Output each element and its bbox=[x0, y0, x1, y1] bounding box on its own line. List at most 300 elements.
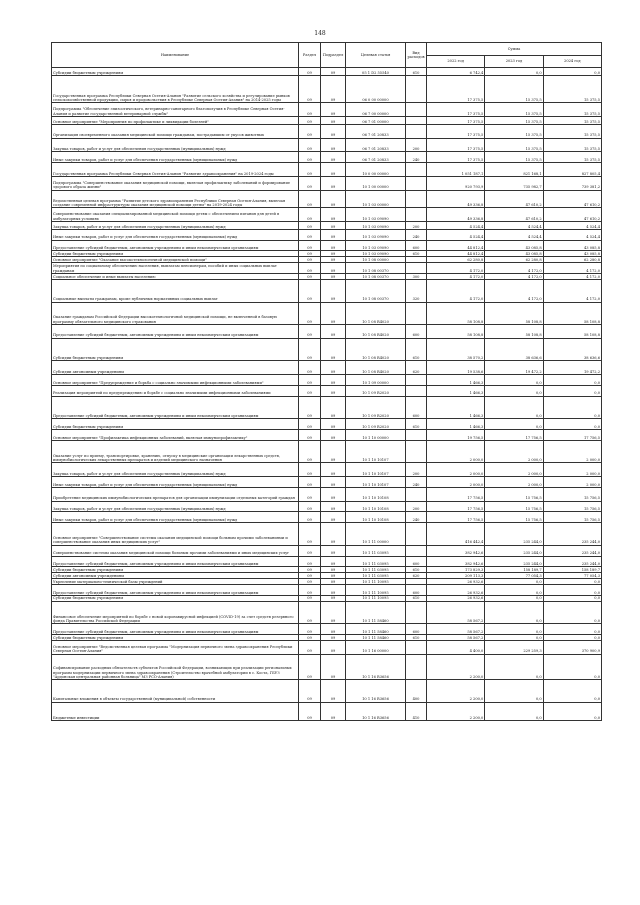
table-row bbox=[52, 640, 602, 654]
row-amount-2022: 38 570,2 bbox=[427, 338, 485, 361]
row-target-article: 10 0 00 00000 bbox=[346, 163, 406, 177]
header-subsection: Подраздел bbox=[321, 43, 346, 68]
row-subsection: 09 bbox=[321, 702, 346, 721]
row-amount-2024: 2 000,0 bbox=[543, 440, 601, 463]
row-amount-2024: 2 000,0 bbox=[543, 463, 601, 477]
row-target-article: 10 1 10 10107 bbox=[346, 440, 406, 463]
row-amount-2022: 209 113,3 bbox=[427, 573, 485, 579]
row-amount-2022: 173 829,3 bbox=[427, 567, 485, 573]
row-name: Основное мероприятие "Совершенствование системы оказания медицинской помощи больным прочими заболеваниями и совершенствование оказания иных медицинских услуг" bbox=[52, 523, 299, 546]
row-target-article: 10 1 11 03095 bbox=[346, 573, 406, 579]
row-amount-2022: 382 942,6 bbox=[427, 556, 485, 567]
table-row bbox=[52, 208, 602, 222]
row-expense-type bbox=[406, 124, 427, 138]
row-name: Основное мероприятие "Предупреждение и борьба с социально значимыми инфекционными заболеваниями" bbox=[52, 375, 299, 386]
row-subsection: 09 bbox=[321, 585, 346, 596]
row-name: Иные закупки товаров, работ и услуг для обеспечения государственных (муниципальных) нужд bbox=[52, 477, 299, 488]
row-amount-2022: 4 524,4 bbox=[427, 229, 485, 240]
row-amount-2022: 58 108,8 bbox=[427, 325, 485, 339]
row-amount-2024: 15 375,5 bbox=[543, 138, 601, 152]
row-name: Закупка товаров, работ и услуг для обеспечения государственных (муниципальных) нужд bbox=[52, 138, 299, 152]
row-name: Финансовое обеспечение мероприятий по борьбе с новой коронавирусной инфекцией (COVID-19) за счет средств резервного фонда Правительства Российской Федерации bbox=[52, 601, 299, 624]
table-row bbox=[52, 385, 602, 396]
row-target-article: 10 1 11 58460 bbox=[346, 624, 406, 635]
row-target-article: 10 1 10 10107 bbox=[346, 463, 406, 477]
row-name: Приобретение медицинских иммунобиологических препаратов для организации иммунизации отдельных категорий граждан bbox=[52, 487, 299, 501]
row-target-article: 10 1 08 00370 bbox=[346, 274, 406, 280]
row-amount-2024: 0,0 bbox=[543, 68, 601, 76]
row-target-article: 10 1 03 09090 bbox=[346, 229, 406, 240]
table-row bbox=[52, 325, 602, 339]
row-target-article: 06 7 01 20833 bbox=[346, 152, 406, 163]
table-row bbox=[52, 375, 602, 386]
row-amount-2024: 0,0 bbox=[543, 385, 601, 396]
row-amount-2023: 43 085,8 bbox=[485, 251, 543, 257]
row-amount-2022: 1 051 187,1 bbox=[427, 163, 485, 177]
row-name: Подпрограмма "Совершенствование оказания медицинской помощи, включая профилактику заболеваний и формирование здорового образа жизни" bbox=[52, 176, 299, 190]
table-row bbox=[52, 361, 602, 375]
row-section: 09 bbox=[299, 680, 321, 703]
row-amount-2022: 6 742,4 bbox=[427, 68, 485, 76]
row-expense-type: 610 bbox=[406, 635, 427, 641]
row-name: Иные закупки товаров, работ и услуг для обеспечения государственных (муниципальных) нужд bbox=[52, 152, 299, 163]
row-name: Мероприятия по социальному обеспечению населения, выплатам пенсионерам, пособий и иных социальных выплат гражданам bbox=[52, 263, 299, 274]
row-amount-2022: 1 466,3 bbox=[427, 419, 485, 430]
row-amount-2024: 47 610,2 bbox=[543, 208, 601, 222]
row-target-article: 06 7 01 20833 bbox=[346, 138, 406, 152]
row-amount-2022: 416 442,4 bbox=[427, 523, 485, 546]
row-amount-2022: 58 567,2 bbox=[427, 601, 485, 624]
row-expense-type: 600 bbox=[406, 240, 427, 251]
row-section: 09 bbox=[299, 163, 321, 177]
row-name: Оказание услуг по приему, транспортировке, хранению, отпуску в медицинские организации лекарственных средств, иммунобиологических лекарственных препаратов и изделий медицинского назначения bbox=[52, 440, 299, 463]
row-amount-2023: 4 172,0 bbox=[485, 263, 543, 274]
row-subsection: 09 bbox=[321, 396, 346, 419]
row-amount-2022: 19 538,6 bbox=[427, 361, 485, 375]
row-amount-2022: 2 200,0 bbox=[427, 654, 485, 680]
row-subsection: 09 bbox=[321, 573, 346, 579]
row-amount-2023: 235 244,0 bbox=[485, 545, 543, 556]
row-section: 09 bbox=[299, 419, 321, 430]
row-amount-2024: 4 524,4 bbox=[543, 222, 601, 230]
row-amount-2024: 58 108,8 bbox=[543, 302, 601, 325]
row-section: 09 bbox=[299, 601, 321, 624]
row-expense-type: 240 bbox=[406, 152, 427, 163]
row-section: 09 bbox=[299, 274, 321, 280]
row-target-article: 10 1 11 03095 bbox=[346, 545, 406, 556]
table-row bbox=[52, 463, 602, 477]
row-amount-2023: 0,0 bbox=[485, 601, 543, 624]
row-amount-2024: 4 172,0 bbox=[543, 279, 601, 302]
row-name: Основное мероприятие "Ведомственная целевая программа "Модернизация первичного звена здравоохранения Республики Северная Осетия-Алания" bbox=[52, 640, 299, 654]
row-section: 09 bbox=[299, 138, 321, 152]
row-subsection: 09 bbox=[321, 567, 346, 573]
table-row bbox=[52, 75, 602, 102]
row-expense-type: 610 bbox=[406, 68, 427, 76]
table-row bbox=[52, 556, 602, 567]
table-row bbox=[52, 279, 602, 302]
row-subsection: 09 bbox=[321, 251, 346, 257]
header-year-2024: 2024 год bbox=[543, 55, 601, 68]
row-name: Субсидии бюджетным учреждениям bbox=[52, 567, 299, 573]
row-amount-2024: 0,0 bbox=[543, 419, 601, 430]
row-subsection: 09 bbox=[321, 208, 346, 222]
row-subsection: 09 bbox=[321, 257, 346, 263]
row-name: Субсидии бюджетным учреждениям bbox=[52, 68, 299, 76]
row-subsection: 09 bbox=[321, 419, 346, 430]
row-section: 09 bbox=[299, 263, 321, 274]
row-name: Субсидии бюджетным учреждениям bbox=[52, 635, 299, 641]
row-amount-2024: 4 172,0 bbox=[543, 263, 601, 274]
row-amount-2024: 43 085,8 bbox=[543, 240, 601, 251]
row-expense-type bbox=[406, 263, 427, 274]
row-amount-2022: 58 108,8 bbox=[427, 302, 485, 325]
row-target-article: 10 1 11 03095 bbox=[346, 567, 406, 573]
row-expense-type: 400 bbox=[406, 680, 427, 703]
row-subsection: 09 bbox=[321, 274, 346, 280]
table-row bbox=[52, 163, 602, 177]
row-section: 09 bbox=[299, 257, 321, 263]
row-amount-2022: 44 812,4 bbox=[427, 251, 485, 257]
row-amount-2023: 4 524,4 bbox=[485, 229, 543, 240]
row-amount-2022: 1 466,3 bbox=[427, 375, 485, 386]
row-expense-type: 600 bbox=[406, 585, 427, 596]
row-amount-2022: 2 000,0 bbox=[427, 440, 485, 463]
row-subsection: 09 bbox=[321, 325, 346, 339]
table-row bbox=[52, 624, 602, 635]
row-target-article: 10 1 00 00000 bbox=[346, 176, 406, 190]
header-sums: Сумма bbox=[427, 43, 602, 56]
row-subsection: 09 bbox=[321, 338, 346, 361]
row-name: Иные закупки товаров, работ и услуг для обеспечения государственных (муниципальных) нужд bbox=[52, 229, 299, 240]
row-subsection: 09 bbox=[321, 579, 346, 585]
row-amount-2023: 15 756,5 bbox=[485, 512, 543, 523]
header-year-2022: 2022 год bbox=[427, 55, 485, 68]
row-name: Софинансирование расходных обязательств субъектов Российской Федерации, возникающих при реализации региональных программ модернизации первичного звена здравоохранения (Строительство врачебной амбулатории в с. Коста, ГБУЗ "Ардонская центральная районная больница" МЗ РСО-Алания) bbox=[52, 654, 299, 680]
row-section: 09 bbox=[299, 595, 321, 601]
table-body bbox=[52, 68, 602, 721]
row-subsection: 09 bbox=[321, 152, 346, 163]
row-name: Закупка товаров, работ и услуг для обеспечения государственных (муниципальных) нужд bbox=[52, 501, 299, 512]
row-amount-2022: 49 336,8 bbox=[427, 208, 485, 222]
row-expense-type: 600 bbox=[406, 624, 427, 635]
row-target-article: 10 1 03 09090 bbox=[346, 222, 406, 230]
table-row bbox=[52, 702, 602, 721]
row-target-article: 10 1 08 00370 bbox=[346, 279, 406, 302]
row-section: 09 bbox=[299, 573, 321, 579]
row-amount-2024: 4 172,0 bbox=[543, 274, 601, 280]
row-target-article: 10 1 08 00370 bbox=[346, 263, 406, 274]
row-name: Укрепление материально-технической базы учреждений bbox=[52, 579, 299, 585]
row-section: 09 bbox=[299, 152, 321, 163]
table-header-row bbox=[52, 43, 602, 56]
row-expense-type bbox=[406, 190, 427, 208]
row-subsection: 09 bbox=[321, 75, 346, 102]
row-name: Капитальные вложения в объекты государственной (муниципальной) собственности bbox=[52, 680, 299, 703]
row-name: Реализация мероприятий по предупреждению и борьбе с социально значимыми инфекционными заболеваниями bbox=[52, 385, 299, 396]
row-name: Предоставление субсидий бюджетным, автономным учреждениям и иным некоммерческим организациям bbox=[52, 624, 299, 635]
row-subsection: 09 bbox=[321, 229, 346, 240]
row-amount-2022: 17 756,5 bbox=[427, 501, 485, 512]
row-subsection: 09 bbox=[321, 601, 346, 624]
row-section: 09 bbox=[299, 463, 321, 477]
row-expense-type bbox=[406, 545, 427, 556]
row-target-article: 10 1 11 10095 bbox=[346, 585, 406, 596]
row-target-article: 10 1 03 09090 bbox=[346, 208, 406, 222]
table-row bbox=[52, 680, 602, 703]
table-row bbox=[52, 117, 602, 125]
row-subsection: 09 bbox=[321, 654, 346, 680]
row-amount-2022: 4 400,0 bbox=[427, 640, 485, 654]
row-target-article: 10 1 03 09090 bbox=[346, 240, 406, 251]
row-expense-type bbox=[406, 487, 427, 501]
row-amount-2023: 0,0 bbox=[485, 419, 543, 430]
table-row bbox=[52, 240, 602, 251]
row-expense-type: 600 bbox=[406, 396, 427, 419]
row-amount-2024: 158 189,7 bbox=[543, 567, 601, 573]
row-name: Субсидии бюджетным учреждениям bbox=[52, 419, 299, 430]
row-amount-2023: 38 636,6 bbox=[485, 338, 543, 361]
row-subsection: 09 bbox=[321, 302, 346, 325]
row-amount-2023: 58 108,8 bbox=[485, 325, 543, 339]
row-expense-type: 610 bbox=[406, 567, 427, 573]
row-amount-2022: 17 375,5 bbox=[427, 124, 485, 138]
table-row bbox=[52, 487, 602, 501]
budget-table bbox=[51, 42, 602, 721]
row-amount-2024: 0,0 bbox=[543, 585, 601, 596]
row-name: Субсидии автономным учреждениям bbox=[52, 573, 299, 579]
row-section: 09 bbox=[299, 68, 321, 76]
table-row bbox=[52, 176, 602, 190]
row-name: Совершенствование системы оказания медицинской помощи больным прочими заболеваниями и иных медицинских услуг bbox=[52, 545, 299, 556]
row-section: 09 bbox=[299, 222, 321, 230]
row-amount-2023: 15 375,5 bbox=[485, 152, 543, 163]
row-subsection: 09 bbox=[321, 385, 346, 396]
row-subsection: 09 bbox=[321, 117, 346, 125]
table-row bbox=[52, 138, 602, 152]
row-amount-2023: 735 982,7 bbox=[485, 176, 543, 190]
row-amount-2024: 15 375,5 bbox=[543, 117, 601, 125]
row-amount-2022: 4 172,0 bbox=[427, 274, 485, 280]
row-name: Организация своевременного оказания медицинской помощи гражданам, пострадавшим от укусов животных bbox=[52, 124, 299, 138]
row-name: Предоставление субсидий бюджетным, автономным учреждениям и иным некоммерческим организациям bbox=[52, 556, 299, 567]
row-section: 09 bbox=[299, 396, 321, 419]
row-expense-type bbox=[406, 440, 427, 463]
row-target-article: 10 1 16 R3656 bbox=[346, 680, 406, 703]
table-row bbox=[52, 124, 602, 138]
row-expense-type bbox=[406, 302, 427, 325]
row-amount-2022: 2 200,0 bbox=[427, 702, 485, 721]
row-section: 09 bbox=[299, 251, 321, 257]
row-subsection: 09 bbox=[321, 279, 346, 302]
row-amount-2022: 1 466,3 bbox=[427, 396, 485, 419]
row-subsection: 09 bbox=[321, 545, 346, 556]
row-name: Предоставление субсидий бюджетным, автономным учреждениям и иным некоммерческим организациям bbox=[52, 325, 299, 339]
row-target-article: 10 1 10 10108 bbox=[346, 487, 406, 501]
row-section: 09 bbox=[299, 103, 321, 117]
row-target-article: 10 1 08 R4020 bbox=[346, 361, 406, 375]
row-expense-type bbox=[406, 601, 427, 624]
row-section: 09 bbox=[299, 229, 321, 240]
header-target-article: Целевая статья bbox=[346, 43, 406, 68]
row-amount-2023: 0,0 bbox=[485, 624, 543, 635]
row-section: 09 bbox=[299, 487, 321, 501]
row-amount-2023: 19 472,2 bbox=[485, 361, 543, 375]
row-amount-2022: 2 000,0 bbox=[427, 463, 485, 477]
row-subsection: 09 bbox=[321, 440, 346, 463]
row-expense-type bbox=[406, 385, 427, 396]
row-subsection: 09 bbox=[321, 430, 346, 441]
row-amount-2024: 38 636,6 bbox=[543, 338, 601, 361]
row-target-article: 10 1 09 00000 bbox=[346, 375, 406, 386]
row-expense-type bbox=[406, 523, 427, 546]
row-amount-2024: 15 756,5 bbox=[543, 512, 601, 523]
row-amount-2024: 0,0 bbox=[543, 579, 601, 585]
row-section: 09 bbox=[299, 430, 321, 441]
row-subsection: 09 bbox=[321, 361, 346, 375]
row-section: 09 bbox=[299, 375, 321, 386]
header-name: Наименование bbox=[52, 43, 299, 68]
row-target-article: 10 1 09 R2020 bbox=[346, 396, 406, 419]
row-section: 09 bbox=[299, 240, 321, 251]
row-name: Ведомственная целевая программа "Развитие детского здравоохранения Республики Северная Осетия-Алания, включая создание современной инфраструктуры оказания медицинской помощи детям" на 2019-2024 годы bbox=[52, 190, 299, 208]
row-amount-2022: 17 756,5 bbox=[427, 487, 485, 501]
row-amount-2023: 4 172,0 bbox=[485, 274, 543, 280]
row-amount-2022: 920 793,9 bbox=[427, 176, 485, 190]
header-expense-type: Вид расходов bbox=[406, 43, 427, 68]
row-subsection: 09 bbox=[321, 680, 346, 703]
row-amount-2023: 4 172,0 bbox=[485, 279, 543, 302]
row-subsection: 09 bbox=[321, 103, 346, 117]
row-target-article: 10 1 08 R4020 bbox=[346, 302, 406, 325]
row-name: Предоставление субсидий бюджетным, автономным учреждениям и иным некоммерческим организациям bbox=[52, 585, 299, 596]
row-subsection: 09 bbox=[321, 635, 346, 641]
row-amount-2024: 15 756,5 bbox=[543, 501, 601, 512]
page-number: 148 bbox=[314, 30, 326, 37]
row-amount-2022: 2 000,0 bbox=[427, 477, 485, 488]
row-subsection: 09 bbox=[321, 477, 346, 488]
row-target-article: 10 1 11 10095 bbox=[346, 579, 406, 585]
row-name: Оказание гражданам Российской Федерации высокотехнологичной медицинской помощи, не включенной в базовую программу обязательного медицинского страхования bbox=[52, 302, 299, 325]
table-row bbox=[52, 222, 602, 230]
row-amount-2024: 62 280,8 bbox=[543, 257, 601, 263]
row-amount-2024: 0,0 bbox=[543, 635, 601, 641]
row-expense-type: 200 bbox=[406, 501, 427, 512]
row-amount-2023: 43 085,8 bbox=[485, 240, 543, 251]
row-amount-2022: 1 466,3 bbox=[427, 385, 485, 396]
row-expense-type: 320 bbox=[406, 279, 427, 302]
row-subsection: 09 bbox=[321, 263, 346, 274]
row-amount-2024: 2 000,0 bbox=[543, 477, 601, 488]
row-section: 09 bbox=[299, 124, 321, 138]
row-target-article: 10 1 11 10095 bbox=[346, 595, 406, 601]
row-section: 09 bbox=[299, 440, 321, 463]
row-section: 09 bbox=[299, 501, 321, 512]
row-section: 09 bbox=[299, 279, 321, 302]
row-amount-2023: 15 375,5 bbox=[485, 124, 543, 138]
header-section: Раздел bbox=[299, 43, 321, 68]
row-name: Основное мероприятие "Оказание высокотехнологичной медицинской помощи" bbox=[52, 257, 299, 263]
row-section: 09 bbox=[299, 338, 321, 361]
row-expense-type: 620 bbox=[406, 573, 427, 579]
row-expense-type: 300 bbox=[406, 274, 427, 280]
row-amount-2024: 4 524,4 bbox=[543, 229, 601, 240]
row-amount-2022: 4 172,0 bbox=[427, 279, 485, 302]
row-name: Совершенствование оказания специализированной медицинской помощи детям с обеспечением питания для детей в амбулаторных условиях bbox=[52, 208, 299, 222]
row-amount-2022: 17 375,5 bbox=[427, 117, 485, 125]
row-amount-2023: 15 756,5 bbox=[485, 487, 543, 501]
row-expense-type bbox=[406, 640, 427, 654]
row-amount-2023: 0,0 bbox=[485, 680, 543, 703]
row-amount-2023: 0,0 bbox=[485, 396, 543, 419]
row-section: 09 bbox=[299, 702, 321, 721]
row-expense-type bbox=[406, 176, 427, 190]
row-expense-type: 600 bbox=[406, 325, 427, 339]
row-amount-2024: 739 381,2 bbox=[543, 176, 601, 190]
row-target-article: 05 1 D2 55540 bbox=[346, 68, 406, 76]
row-amount-2023: 229 259,3 bbox=[485, 640, 543, 654]
row-amount-2023: 4 524,4 bbox=[485, 222, 543, 230]
row-target-article: 06 0 00 00000 bbox=[346, 75, 406, 102]
row-amount-2023: 0,0 bbox=[485, 579, 543, 585]
row-section: 09 bbox=[299, 624, 321, 635]
row-target-article: 10 1 10 10108 bbox=[346, 512, 406, 523]
table-row bbox=[52, 654, 602, 680]
table-row bbox=[52, 152, 602, 163]
row-subsection: 09 bbox=[321, 463, 346, 477]
row-expense-type: 610 bbox=[406, 419, 427, 430]
row-subsection: 09 bbox=[321, 624, 346, 635]
row-subsection: 09 bbox=[321, 222, 346, 230]
row-name: Иные закупки товаров, работ и услуг для обеспечения государственных (муниципальных) нужд bbox=[52, 512, 299, 523]
row-name: Закупка товаров, работ и услуг для обеспечения государственных (муниципальных) нужд bbox=[52, 222, 299, 230]
row-target-article: 06 7 01 00000 bbox=[346, 117, 406, 125]
row-amount-2022: 26 932,6 bbox=[427, 595, 485, 601]
row-section: 09 bbox=[299, 523, 321, 546]
row-expense-type bbox=[406, 163, 427, 177]
row-amount-2024: 0,0 bbox=[543, 624, 601, 635]
row-amount-2024: 15 756,5 bbox=[543, 487, 601, 501]
row-amount-2024: 47 610,2 bbox=[543, 190, 601, 208]
row-amount-2023: 0,0 bbox=[485, 635, 543, 641]
row-target-article: 10 1 08 00000 bbox=[346, 257, 406, 263]
row-name: Основное мероприятие "Мероприятия по профилактике и ликвидации болезней" bbox=[52, 117, 299, 125]
row-amount-2024: 0,0 bbox=[543, 595, 601, 601]
table-row bbox=[52, 440, 602, 463]
row-expense-type: 610 bbox=[406, 251, 427, 257]
row-target-article: 10 1 11 03095 bbox=[346, 556, 406, 567]
row-subsection: 09 bbox=[321, 176, 346, 190]
row-amount-2024: 43 085,8 bbox=[543, 251, 601, 257]
row-subsection: 09 bbox=[321, 163, 346, 177]
table-row bbox=[52, 501, 602, 512]
row-amount-2024: 15 375,5 bbox=[543, 124, 601, 138]
row-amount-2023: 235 244,0 bbox=[485, 523, 543, 546]
row-amount-2024: 235 244,0 bbox=[543, 556, 601, 567]
row-amount-2022: 26 932,6 bbox=[427, 585, 485, 596]
row-target-article: 10 1 03 09090 bbox=[346, 251, 406, 257]
row-target-article: 10 1 09 R2020 bbox=[346, 385, 406, 396]
row-subsection: 09 bbox=[321, 68, 346, 76]
row-target-article: 10 1 16 R3656 bbox=[346, 702, 406, 721]
row-amount-2024: 15 375,5 bbox=[543, 75, 601, 102]
row-expense-type bbox=[406, 75, 427, 102]
row-amount-2023: 0,0 bbox=[485, 68, 543, 76]
row-amount-2022: 4 524,4 bbox=[427, 222, 485, 230]
table-row bbox=[52, 419, 602, 430]
row-amount-2024: 0,0 bbox=[543, 654, 601, 680]
row-name: Субсидии бюджетным учреждениям bbox=[52, 251, 299, 257]
